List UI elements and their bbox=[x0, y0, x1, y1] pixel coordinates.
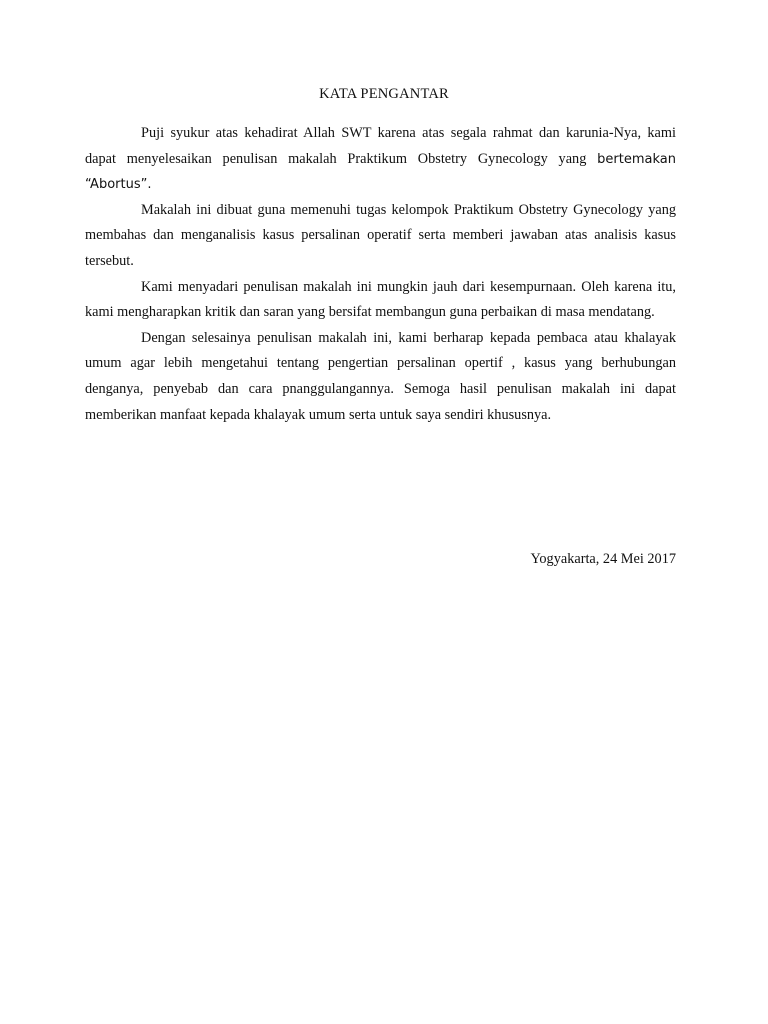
paragraph-2: Makalah ini dibuat guna memenuhi tugas kelompok Praktikum Obstetry Gynecology yang membahas dan menganalisis kasus persalinan operatif serta memberi jawaban atas analisis kasus tersebut. bbox=[85, 201, 676, 269]
page-title: KATA PENGANTAR bbox=[319, 86, 449, 102]
paragraph-1 bbox=[85, 121, 676, 198]
document-body bbox=[85, 121, 676, 428]
signature-place-date: Yogyakarta, 24 Mei 2017 bbox=[530, 551, 676, 567]
paragraph-4: Dengan selesainya penulisan makalah ini, kami berharap kepada pembaca atau khalayak umum agar lebih mengetahui tentang pengertian persalinan opertif , kasus yang berhubungan denganya, penyebab dan cara pnanggulangannya. Semoga hasil penulisan makalah ini dapat memberikan manfaat kepada khalayak umum serta untuk saya sendiri khususnya. bbox=[85, 329, 676, 423]
paragraph-1-tail: bertemakan “Abortus”. bbox=[85, 151, 676, 193]
paragraph-3: Kami menyadari penulisan makalah ini mungkin jauh dari kesempurnaan. Oleh karena itu, kami mengharapkan kritik dan saran yang bersifat membangun guna perbaikan di masa mendatang. bbox=[85, 278, 676, 321]
paragraph-1-text: Puji syukur atas kehadirat Allah SWT karena atas segala rahmat dan karunia-Nya, kami dapat menyelesaikan penulisan makalah Praktikum Obstetry Gynecology yang bbox=[85, 125, 676, 167]
